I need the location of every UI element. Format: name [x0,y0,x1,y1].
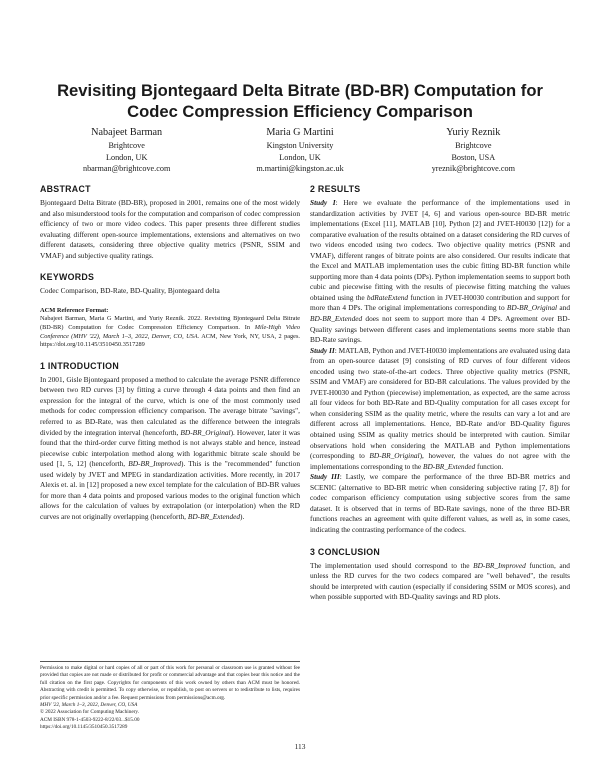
paper-title: Revisiting Bjontegaard Delta Bitrate (BD-BR) Computation for Codec Compression Efficiency Comparison [57,81,543,121]
introduction-heading: 1 INTRODUCTION [40,360,119,371]
doi-link[interactable]: https://doi.org/10.1145/3510450.3517289 [40,724,128,731]
permission-footnote [40,661,300,732]
author [40,126,213,175]
author-email[interactable]: yreznik@brightcove.com [431,164,515,173]
keywords-text: Codec Comparison, BD-Rate, BD-Quality, Bjontegaard delta [40,286,220,296]
acm-reference-heading: ACM Reference Format: [40,306,109,314]
results-heading: 2 RESULTS [310,184,361,194]
introduction-text: In 2001, Gisle Bjontegaard proposed a method to calculate the average PSNR difference between two RD curves [3] by fitting a curve through 4 data points and then find an expression for the integral of the curve, which is one of the most commonly used methods for codec compression efficiency comparison. The average bitrate "savings", referred to as BD-Rate, was then calculated as the difference between the integrals divided by the integration interval (henceforth, BD-BR_Original). However, later it was found that the third-order curve fitting method is not always stable and hence, instead piecewise cubic interpolation method along with logarithmic bitrate scale should be used [1, 5, 12] (henceforth, BD-BR_Improved). This is the "recommended" function used widely by JVET and MPEG in standardization activities. More recently, in 2017 Alexis et. al. in [12] proposed a new excel template for the calculation of BD-BR values for more than 4 data points and proposed various modes to the original function which allows for the calculation of values by extrapolation (or interpolation) when the RD curves are not originally overlapping (henceforth, BD-BR_Extended). [40,374,300,521]
author-location: Boston, USA [451,152,496,162]
author-affiliation: Brightcove [455,141,492,150]
copyright-line: © 2022 Association for Computing Machinery. [40,709,140,716]
abstract-heading: ABSTRACT [40,184,91,194]
right-column [310,183,570,603]
author-block [40,126,560,175]
author-location: London, UK [105,152,148,162]
conclusion-heading: 3 CONCLUSION [310,546,381,557]
keywords-heading: KEYWORDS [40,272,95,283]
permission-text: Permission to make digital or hard copies of all or part of this work for personal or classroom use is granted without fee provided that copies are not made or distributed for profit or commercial advantage and that copies bear this notice and the full citation on the first page. Copyrights for components of this work owned by others than ACM must be honored. Abstracting with credit is permitted. To copy otherwise, or republish, to post on servers or to redistribute to lists, requires prior specific permission and/or a fee. Request permissions from permissions@acm.org. [40,665,300,701]
acm-reference-text: Nabajeet Barman, Maria G Martini, and Yuriy Reznik. 2022. Revisiting Bjontegaard Delta Bitrate (BD-BR) Computation for Codec Compression Efficiency Comparison. In Mile-High Video Conference (MHV '22), March 1–3, 2022, Denver, CO, USA. ACM, New York, NY, USA, 2 pages. https://doi.org/10.1145/3510450.3517289 [40,315,300,349]
author [213,126,386,175]
author-email[interactable]: m.martini@kingston.ac.uk [256,164,344,173]
study-one-text: Study I: Here we evaluate the performance of the implementations used in standardization activities by JVET [4, 6] and various open-source BD-BR metric implementations (Excel [11], MATLAB [10], Python [2] and JVET-H0030 [12]) for a comparative evaluation of the results obtained on a dataset considering the RD curves of two videos encoded using two codecs. Two objective quality metrics (PSNR and VMAF), different ranges of bitrate points are also considered. Our results indicate that the Excel and MATLAB implementation uses the cubic fitting BD-BR function while supporting more than 4 data points (DPs). Python implementation seems to support both cubic and piecewise fitting with the results of piecewise fitting matching the values obtained using the bdRateExtend function in JVET-H0030 contribution and support for more than 4 DPs. The original implementations corresponding to BD-BR_Original and BD-BR_Extended does not seem to support more than 4 DPs. Agreement over BD-Quality savings between different cases and implementations seems more stable than BD-Rate savings. [310,198,571,345]
author-affiliation: Kingston University [266,141,334,150]
author-email[interactable]: nbarman@brightcove.com [82,164,171,173]
author-affiliation: Brightcove [108,141,145,150]
author-name: Maria G Martini [266,127,334,138]
study-three-text: Study III: Lastly, we compare the performance of the three BD-BR metrics and SCENIC (alternative to BD-BR metric when considering subjective rating [7, 8]) for codec comparison efficiency computation using subjective scores from the same dataset. It is observed that in terms of BD-Rate savings, none of the three BD-BR functions reaches an agreement with quite different values, as well as, in some cases, indicating the contrasting performance of the codecs. [310,472,570,534]
page-number: 113 [294,742,306,751]
author-location: London, UK [279,152,321,162]
study-two-text: Study II: MATLAB, Python and JVET-H0030 implementations are evaluated using data from an open-source dataset [9] consisting of RD curves of four different videos encoded using two state-of-the-art codecs. Three objective quality metrics (PSNR, SSIM and VMAF) are considered for BD-BR calculations. The values provided by the JVET-H0030 and Python (piecewise) implementation, as expected, are the same across all four videos for both BD-Rate and BD-Quality computation for all cases except for when considering SSIM as the quality metric, where the results can vary a lot and are different across all implementations. Hence, BD-Rate and/or BD-Quality figures obtained using SSIM as quality metrics should be interpreted with caution. Similar observations hold when considering the MATLAB and Python implementations (corresponding to BD-BR_Original), however, the values do not agree with the implementations corresponding to the BD-BR_Extended function. [310,345,570,471]
conclusion-text: The implementation used should correspond to the BD-BR_Improved function, and unless the RD curves for the two codecs compared are "well behaved", the results should be interpreted with caution (especially if considering SSIM or MOS scores), and when possible supported with BD-Quality savings and RD plots. [310,560,570,602]
author-name: Nabajeet Barman [91,127,163,138]
isbn-line: ACM ISBN 978-1-4503-9222-8/22/03...$15.00 [40,716,140,723]
left-column [40,183,300,522]
venue-line: MHV '22, March 1–3, 2022, Denver, CO, USA [40,702,138,709]
abstract-text: Bjontegaard Delta Bitrate (BD-BR), proposed in 2001, remains one of the most widely and also misunderstood tools for the computation and comparison of codec compression efficiency of two or more video codecs. This paper presents three different studies evaluating different open-source implementations, extensions and alternatives on two different datasets, considering three objective quality metrics (PSNR, SSIM and VMAF) and subjective quality ratings. [40,198,300,260]
author [387,126,560,175]
author-name: Yuriy Reznik [446,127,501,138]
